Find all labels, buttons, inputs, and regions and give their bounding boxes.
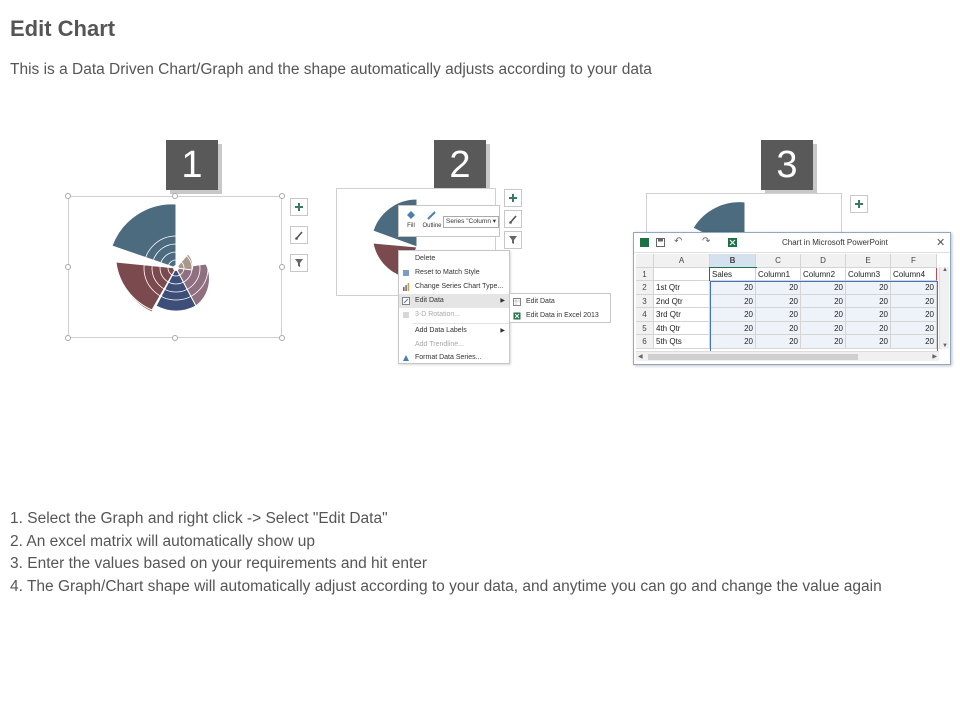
table-cell[interactable]: 20	[801, 322, 846, 336]
context-menu	[398, 250, 510, 364]
edit-in-excel-icon[interactable]	[728, 238, 737, 247]
series-select[interactable]: Series "Column ▾	[443, 216, 499, 228]
chart-type-icon	[402, 283, 410, 291]
col-header-c[interactable]: C	[756, 254, 801, 268]
table-cell[interactable]: 20	[846, 295, 891, 309]
table-cell[interactable]: 20	[756, 322, 801, 336]
plus-icon	[508, 193, 518, 203]
table-cell[interactable]: 20	[756, 308, 801, 322]
submenu-item-edit-data[interactable]: Edit Data	[510, 295, 610, 309]
grid-corner[interactable]	[636, 254, 654, 268]
filter-icon	[294, 258, 304, 268]
header-cell[interactable]: Column4	[891, 268, 937, 282]
redo-icon[interactable]: ↷	[702, 236, 711, 247]
polar-segment-teal[interactable]	[112, 204, 176, 268]
table-cell[interactable]: 20	[891, 322, 937, 336]
row-header[interactable]: 6	[636, 335, 654, 349]
col-header-e[interactable]: E	[846, 254, 891, 268]
chart-mini-toolbar	[398, 205, 500, 237]
menu-item-3d-rotation[interactable]: 3-D Rotation...	[399, 308, 509, 322]
step-badge-2: 2	[434, 140, 486, 190]
format-icon	[402, 354, 410, 362]
page-subtitle: This is a Data Driven Chart/Graph and the shape automatically adjusts according to your data	[10, 61, 652, 78]
header-cell[interactable]: Column3	[846, 268, 891, 282]
menu-item-format-data-series[interactable]: Format Data Series...	[399, 351, 509, 365]
table-cell[interactable]: 20	[710, 308, 756, 322]
col-header-b[interactable]: B	[710, 254, 756, 268]
row-header[interactable]: 5	[636, 322, 654, 336]
horizontal-scrollbar[interactable]	[636, 351, 939, 361]
polar-chart-1[interactable]	[69, 197, 283, 339]
header-cell[interactable]: Column2	[801, 268, 846, 282]
menu-item-reset-style[interactable]: Reset to Match Style	[399, 266, 509, 280]
pen-icon	[426, 209, 438, 221]
table-cell-label[interactable]: 3rd Qtr	[654, 308, 710, 322]
row-header[interactable]: 1	[636, 268, 654, 282]
row-header[interactable]: 2	[636, 281, 654, 295]
table-cell[interactable]: 20	[891, 335, 937, 349]
reset-icon	[402, 269, 410, 277]
edit-data-submenu	[509, 293, 611, 323]
add-element-button-3[interactable]	[850, 195, 868, 213]
table-cell-label[interactable]: 4th Qtr	[654, 322, 710, 336]
table-cell[interactable]: 20	[846, 335, 891, 349]
filter-icon	[508, 235, 518, 245]
excel-window	[633, 232, 951, 365]
menu-item-add-data-labels[interactable]: Add Data Labels ▶	[399, 324, 509, 338]
col-header-d[interactable]: D	[801, 254, 846, 268]
table-cell[interactable]: 20	[710, 322, 756, 336]
table-cell[interactable]: 20	[891, 295, 937, 309]
add-element-button-2[interactable]	[504, 189, 522, 207]
instruction-item: 1. Select the Graph and right click -> Select "Edit Data"	[10, 510, 388, 527]
page-title: Edit Chart	[10, 16, 116, 41]
submenu-item-edit-data-excel[interactable]: Edit Data in Excel 2013	[510, 309, 610, 323]
rotation-icon	[402, 311, 410, 319]
step-badge-1: 1	[166, 140, 218, 190]
menu-item-edit-data[interactable]: Edit Data ▶	[399, 294, 509, 308]
step-badge-3: 3	[761, 140, 813, 190]
header-cell[interactable]	[654, 268, 710, 282]
plus-icon	[854, 199, 864, 209]
chart-style-button-2[interactable]	[504, 210, 522, 228]
horizontal-scroll-thumb[interactable]	[648, 354, 858, 360]
instruction-item: 3. Enter the values based on your requirements and hit enter	[10, 555, 428, 572]
menu-item-change-chart-type[interactable]: Change Series Chart Type...	[399, 280, 509, 294]
excel-app-icon	[640, 238, 649, 247]
chevron-right-icon: ▶	[500, 298, 505, 304]
edit-data-icon	[402, 297, 410, 305]
table-cell[interactable]: 20	[801, 335, 846, 349]
table-cell[interactable]: 20	[756, 335, 801, 349]
save-icon[interactable]	[656, 238, 665, 247]
header-cell-sales[interactable]: Sales	[710, 268, 756, 282]
table-cell[interactable]: 20	[801, 308, 846, 322]
table-cell[interactable]: 20	[801, 281, 846, 295]
instruction-item: 4. The Graph/Chart shape will automatically adjust according to your data, and anytime you can go and change the value again	[10, 577, 882, 595]
chart-filter-button[interactable]	[290, 254, 308, 272]
col-header-a[interactable]: A	[654, 254, 710, 268]
table-cell-label[interactable]: 1st Qtr	[654, 281, 710, 295]
table-cell[interactable]: 20	[801, 295, 846, 309]
chevron-down-icon: ▾	[490, 218, 497, 225]
chart-style-button[interactable]	[290, 226, 308, 244]
table-cell[interactable]: 20	[710, 335, 756, 349]
table-cell[interactable]: 20	[756, 295, 801, 309]
table-cell[interactable]: 20	[710, 295, 756, 309]
instructions-list	[10, 508, 950, 598]
scroll-left-icon[interactable]: ◀	[638, 354, 643, 360]
row-header[interactable]: 4	[636, 308, 654, 322]
header-cell[interactable]: Column1	[756, 268, 801, 282]
table-cell[interactable]: 20	[846, 308, 891, 322]
excel-icon	[513, 312, 521, 320]
plus-icon	[294, 202, 304, 212]
table-cell-label[interactable]: 5th Qts	[654, 335, 710, 349]
scroll-up-icon[interactable]: ▲	[942, 267, 948, 273]
chevron-right-icon: ▶	[500, 328, 505, 334]
table-cell[interactable]: 20	[891, 281, 937, 295]
paint-bucket-icon	[405, 209, 417, 221]
chart-frame-1[interactable]	[68, 196, 282, 338]
brush-icon	[508, 214, 518, 224]
delete-icon	[402, 255, 410, 263]
row-header[interactable]: 3	[636, 295, 654, 309]
table-cell[interactable]: 20	[891, 308, 937, 322]
scroll-right-icon[interactable]: ▶	[932, 354, 937, 360]
add-element-button[interactable]	[290, 198, 308, 216]
vertical-scrollbar[interactable]	[939, 267, 949, 349]
table-cell[interactable]: 20	[710, 281, 756, 295]
excel-window-title: Chart in Microsoft PowerPoint	[782, 238, 888, 247]
table-cell[interactable]: 20	[846, 322, 891, 336]
excel-titlebar	[634, 233, 950, 253]
menu-item-add-trendline[interactable]: Add Trendline...	[415, 341, 465, 348]
chart-filter-button-2[interactable]	[504, 231, 522, 249]
menu-item-delete[interactable]: Delete	[399, 252, 509, 266]
brush-icon	[294, 230, 304, 240]
instruction-item: 2. An excel matrix will automatically show up	[10, 532, 315, 550]
table-cell[interactable]: 20	[846, 281, 891, 295]
col-header-f[interactable]: F	[891, 254, 937, 268]
close-icon[interactable]: ✕	[936, 237, 946, 249]
fill-button[interactable]: Fill	[403, 209, 419, 235]
sheet-icon	[513, 298, 521, 306]
scroll-down-icon[interactable]: ▼	[942, 343, 948, 349]
table-cell[interactable]: 20	[756, 281, 801, 295]
undo-icon[interactable]: ↶	[674, 236, 683, 247]
table-cell-label[interactable]: 2nd Qtr	[654, 295, 710, 309]
outline-button[interactable]: Outline	[421, 209, 443, 235]
